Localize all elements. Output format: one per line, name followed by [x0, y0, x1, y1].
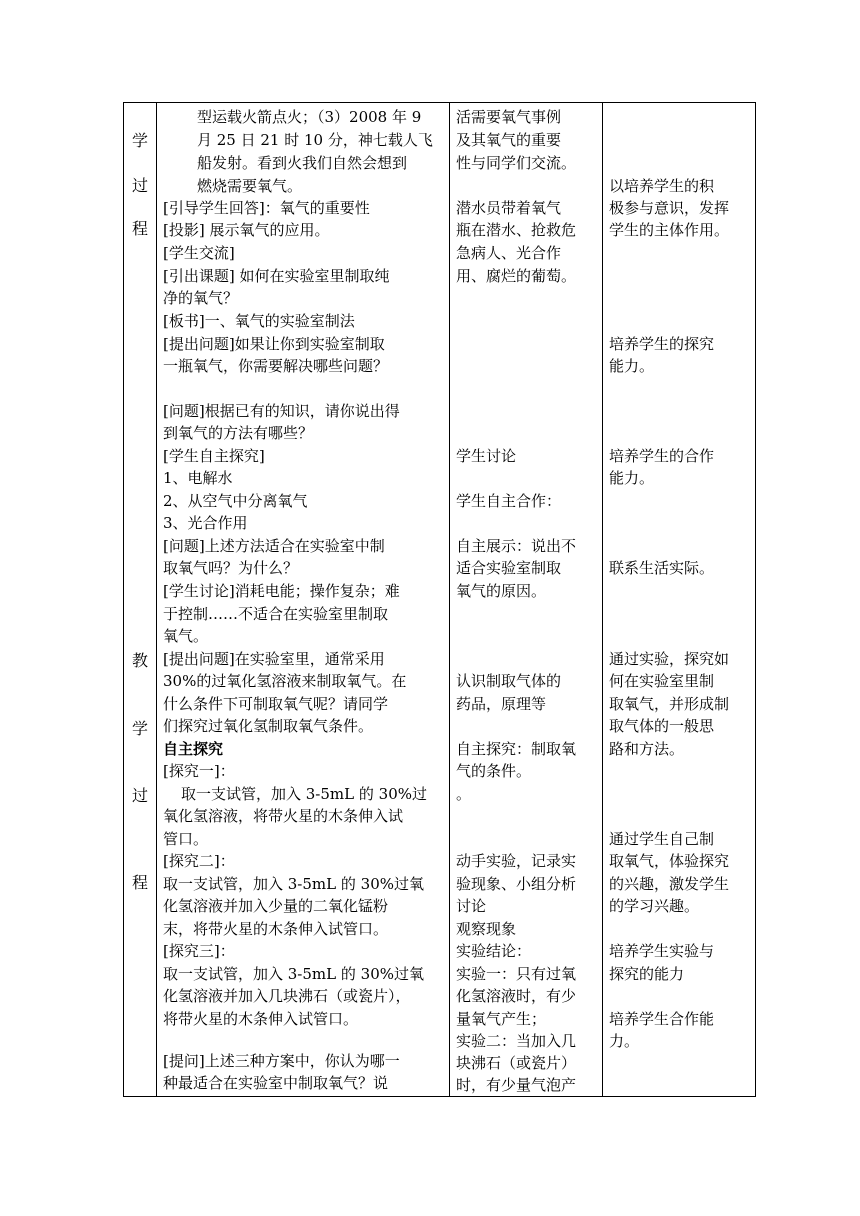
- student-line: 性与同学们交流。: [456, 154, 577, 172]
- teacher-line: 于控制……不适合在实验室里制取: [163, 605, 389, 623]
- intent-line: 极参与意识，发挥: [609, 199, 730, 217]
- student-line: 用、腐烂的葡萄。: [456, 267, 577, 285]
- teacher-line: 化氢溶液并加入几块沸石（或瓷片），: [163, 987, 411, 1005]
- teacher-line: [提出问题]如果让你到实验室制取: [163, 335, 385, 353]
- teacher-line: [投影] 展示氧气的应用。: [163, 221, 330, 239]
- teacher-line: 末，将带火星的木条伸入试管口。: [163, 920, 389, 938]
- teacher-line: 2、从空气中分离氧气: [163, 492, 308, 510]
- intent-line: 能力。: [609, 357, 655, 375]
- intent-line: 培养学生合作能: [609, 1010, 715, 1028]
- section-heading: 自主探究: [163, 740, 224, 758]
- intent-line: 力。: [609, 1032, 640, 1050]
- intent-line: 何在实验室里制: [609, 672, 715, 690]
- intent-line: 学生的主体作用。: [609, 221, 730, 239]
- teacher-line: 月 25 日 21 时 10 分，神七载人飞: [197, 131, 433, 149]
- student-line: 实验二：当加入几: [456, 1032, 577, 1050]
- side-label-char: 教: [132, 651, 149, 670]
- student-line: 学生讨论: [456, 447, 517, 465]
- teacher-line: 净的氧气？: [163, 289, 239, 307]
- side-label-char: 过: [132, 176, 149, 195]
- teacher-line: 什么条件下可制取氧气呢？请同学: [163, 695, 389, 713]
- student-line: 自主探究：制取氧: [456, 740, 577, 758]
- teacher-line: [学生自主探究]: [163, 447, 265, 465]
- student-line: 自主展示：说出不: [456, 537, 577, 555]
- teacher-line: 1、电解水: [163, 469, 233, 487]
- teacher-line: [探究二]：: [163, 852, 235, 870]
- teacher-line: [引导学生回答]：氧气的重要性: [163, 199, 370, 217]
- intent-line: 培养学生实验与: [609, 942, 715, 960]
- side-label-char: 程: [132, 873, 149, 892]
- teacher-line: [学生讨论]消耗电能；操作复杂；难: [163, 582, 400, 600]
- student-line: 验现象、小组分析: [456, 875, 577, 893]
- teacher-line: 们探究过氧化氢制取氧气条件。: [163, 717, 374, 735]
- intent-line: 取氧气，并形成制: [609, 695, 730, 713]
- teacher-line: 船发射。看到火我们自然会想到: [197, 154, 408, 172]
- teacher-line: 型运载火箭点火；（3）2008 年 9: [197, 108, 422, 126]
- intent-line: 培养学生的合作: [609, 447, 715, 465]
- column-divider-3: [602, 103, 603, 1096]
- column-divider-2: [449, 103, 450, 1096]
- column-divider-1: [156, 103, 157, 1096]
- teacher-line: 种最适合在实验室中制取氧气？说: [163, 1074, 389, 1092]
- teacher-line: 氧气。: [163, 627, 209, 645]
- teacher-line: 燃烧需要氧气。: [197, 177, 303, 195]
- teacher-line: [问题]根据已有的知识，请你说出得: [163, 402, 400, 420]
- student-line: 气的条件。: [456, 762, 532, 780]
- intent-line: 以培养学生的积: [609, 177, 715, 195]
- intent-line: 的学习兴趣。: [609, 897, 700, 915]
- intent-line: 联系生活实际。: [609, 559, 715, 577]
- student-line: 潜水员带着氧气: [456, 199, 562, 217]
- student-line: 药品，原理等: [456, 695, 547, 713]
- teacher-line: 将带火星的木条伸入试管口。: [163, 1010, 359, 1028]
- student-line: 讨论: [456, 897, 487, 915]
- teacher-line: 取一支试管，加入 3-5mL 的 30%过氧: [163, 965, 424, 983]
- student-line: 动手实验，记录实: [456, 852, 577, 870]
- intent-line: 的兴趣，激发学生: [609, 875, 730, 893]
- teacher-line: [板书]一、氧气的实验室制法: [163, 312, 355, 330]
- intent-line: 培养学生的探究: [609, 335, 715, 353]
- student-line: 适合实验室制取: [456, 559, 562, 577]
- teacher-line: 化氢溶液并加入少量的二氧化锰粉: [163, 897, 389, 915]
- teacher-line: 取一支试管，加入 3-5mL 的 30%过氧: [163, 875, 424, 893]
- teacher-line: [引出课题] 如何在实验室里制取纯: [163, 267, 390, 285]
- side-label-char: 学: [132, 131, 149, 150]
- teacher-line: 30%的过氧化氢溶液来制取氧气。在: [163, 672, 407, 690]
- teacher-line: [探究一]：: [163, 762, 235, 780]
- teacher-line: [学生交流]: [163, 244, 235, 262]
- intent-line: 通过实验，探究如: [609, 650, 730, 668]
- student-line: 氧气的原因。: [456, 582, 547, 600]
- teacher-line: 取氧气吗？为什么？: [163, 559, 299, 577]
- student-line: 急病人、光合作: [456, 244, 562, 262]
- teacher-line: [探究三]：: [163, 942, 235, 960]
- intent-line: 路和方法。: [609, 740, 685, 758]
- teacher-line: [提问]上述三种方案中，你认为哪一: [163, 1052, 400, 1070]
- teacher-line: 一瓶氧气，你需要解决哪些问题？: [163, 357, 389, 375]
- side-label-char: 学: [132, 719, 149, 738]
- teacher-line: 3、光合作用: [163, 514, 248, 532]
- intent-line: 取氧气，体验探究: [609, 852, 730, 870]
- teacher-line: 氧化氢溶液，将带火星的木条伸入试: [163, 807, 404, 825]
- student-line: 块沸石（或瓷片）: [456, 1054, 577, 1072]
- teacher-line: [问题]上述方法适合在实验室中制: [163, 537, 385, 555]
- intent-line: 通过学生自己制: [609, 830, 715, 848]
- student-line: 实验结论：: [456, 942, 532, 960]
- student-line: 时，有少量气泡产: [456, 1076, 577, 1094]
- student-line: 。: [456, 785, 472, 803]
- student-line: 量氧气产生；: [456, 1010, 547, 1028]
- side-label-char: 过: [132, 786, 149, 805]
- student-line: 活需要氧气事例: [456, 108, 562, 126]
- student-line: 及其氧气的重要: [456, 131, 562, 149]
- student-line: 认识制取气体的: [456, 672, 562, 690]
- intent-line: 能力。: [609, 469, 655, 487]
- intent-line: 取气体的一般思: [609, 717, 715, 735]
- teacher-line: [提出问题]在实验室里，通常采用: [163, 650, 385, 668]
- teacher-line: 取一支试管，加入 3-5mL 的 30%过: [181, 785, 427, 803]
- student-line: 学生自主合作：: [456, 492, 562, 510]
- teacher-line: 管口。: [163, 830, 209, 848]
- intent-line: 探究的能力: [609, 965, 685, 983]
- student-line: 瓶在潜水、抢救危: [456, 221, 577, 239]
- student-line: 实验一：只有过氧: [456, 965, 577, 983]
- teacher-line: 到氧气的方法有哪些？: [163, 424, 314, 442]
- side-label-char: 程: [132, 219, 149, 238]
- student-line: 化氢溶液时，有少: [456, 987, 577, 1005]
- student-line: 观察现象: [456, 920, 517, 938]
